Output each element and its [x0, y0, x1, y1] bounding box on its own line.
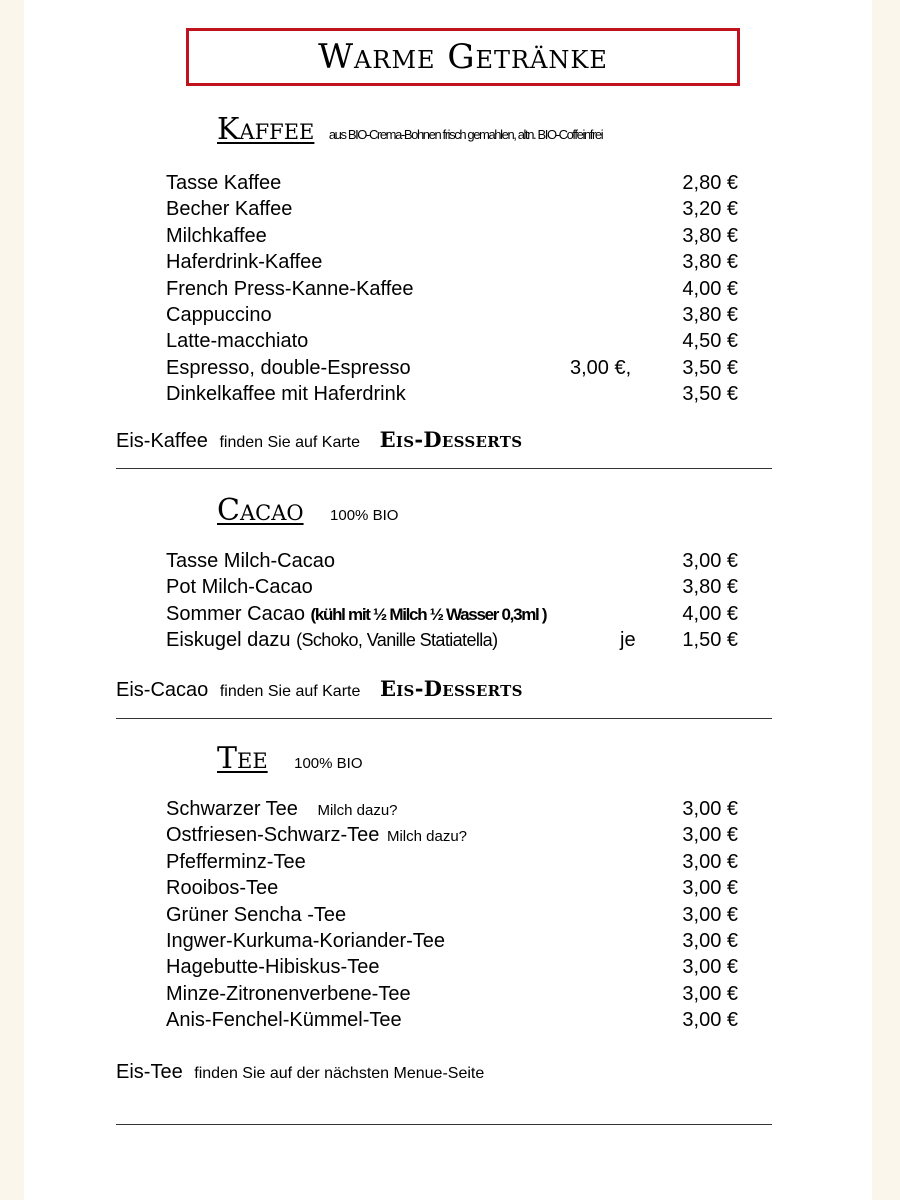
item-price: 2,80 € — [682, 172, 738, 194]
item-name: Ostfriesen-Schwarz-Tee — [166, 824, 380, 847]
menu-item — [166, 223, 738, 249]
item-name: Latte-macchiato — [166, 330, 309, 353]
section-note-kaffee: aus BIO-Crema-Bohnen frisch gemahlen, altn. BIO-Coffeinfrei — [328, 127, 603, 142]
item-price: 3,00 € — [682, 929, 738, 952]
menu-item — [166, 875, 738, 901]
item-price: 3,80 € — [682, 224, 738, 247]
item-name: Rooibos-Tee — [166, 877, 279, 900]
footer-kaffee — [116, 427, 522, 453]
menu-page — [24, 0, 872, 1200]
footer-link-eis-desserts: Eis-Desserts — [379, 676, 523, 701]
section-note-cacao: 100% BIO — [330, 507, 399, 524]
menu-list-kaffee — [166, 170, 738, 408]
item-price: 3,00 € — [682, 982, 738, 1005]
menu-list-tee — [166, 796, 738, 1034]
item-name: Sommer Cacao — [166, 602, 305, 625]
item-name-group — [166, 601, 546, 628]
item-name: Pot Milch-Cacao — [166, 576, 313, 599]
item-price: 3,00 € — [682, 850, 738, 873]
section-divider — [116, 1124, 772, 1125]
menu-item — [166, 170, 738, 196]
item-price: 3,00 € — [682, 798, 738, 820]
footer-note: finden Sie auf Karte — [219, 683, 361, 700]
item-name: French Press-Kanne-Kaffee — [166, 277, 414, 300]
item-name: Cappuccino — [166, 303, 272, 326]
item-price: 3,50 € — [682, 356, 738, 379]
item-name: Haferdrink-Kaffee — [166, 251, 323, 274]
item-price: 3,00 € — [682, 903, 738, 926]
footer-label: Eis-Cacao — [116, 679, 209, 701]
item-price: 3,80 € — [682, 576, 738, 599]
page-title: Warme Getränke — [318, 37, 608, 77]
item-name: Espresso, double-Espresso — [166, 356, 411, 379]
item-note: (Schoko, Vanille Statiatella) — [296, 630, 498, 651]
footer-note: finden Sie auf der nächsten Menue-Seite — [194, 1065, 485, 1082]
item-price: 3,20 € — [682, 198, 738, 221]
item-price: 4,00 € — [682, 277, 738, 300]
menu-item — [166, 954, 738, 980]
menu-item — [166, 627, 738, 653]
menu-item — [166, 574, 738, 600]
menu-item — [166, 196, 738, 222]
item-name: Tasse Milch-Cacao — [166, 550, 335, 572]
footer-note: finden Sie auf Karte — [219, 434, 361, 451]
item-name: Ingwer-Kurkuma-Koriander-Tee — [166, 929, 446, 952]
item-name: Dinkelkaffee mit Haferdrink — [166, 383, 406, 406]
item-note: Milch dazu? — [386, 828, 468, 846]
section-kaffee-header — [217, 112, 603, 147]
item-name: Anis-Fenchel-Kümmel-Tee — [166, 1009, 402, 1032]
item-name: Schwarzer Tee — [166, 798, 298, 820]
menu-item — [166, 276, 738, 302]
footer-label: Eis-Tee — [116, 1061, 183, 1083]
item-name: Becher Kaffee — [166, 198, 293, 221]
section-note-tee: 100% BIO — [294, 755, 363, 772]
item-name: Minze-Zitronenverbene-Tee — [166, 982, 411, 1005]
menu-item — [166, 548, 738, 574]
item-price: 3,00 € — [682, 550, 738, 572]
menu-item — [166, 328, 738, 354]
item-price: 3,80 € — [682, 251, 738, 274]
item-name: Tasse Kaffee — [166, 172, 282, 194]
menu-item — [166, 822, 738, 848]
item-name-group — [166, 822, 467, 850]
menu-item — [166, 981, 738, 1007]
menu-item — [166, 928, 738, 954]
menu-item — [166, 1007, 738, 1033]
item-price: 1,50 € — [682, 629, 738, 652]
page-title-box — [186, 28, 740, 86]
item-name-group — [166, 796, 398, 824]
footer-link-eis-desserts: Eis-Desserts — [379, 427, 523, 452]
item-name: Grüner Sencha -Tee — [166, 903, 347, 926]
menu-item — [166, 355, 738, 381]
item-price: 3,80 € — [682, 303, 738, 326]
item-name: Milchkaffee — [166, 224, 267, 247]
item-unit-label: je — [620, 629, 636, 652]
item-price: 4,00 € — [682, 602, 738, 625]
footer-label: Eis-Kaffee — [116, 430, 208, 452]
menu-item — [166, 381, 738, 407]
menu-item — [166, 849, 738, 875]
section-heading-kaffee: Kaffee — [217, 112, 315, 147]
item-price: 3,00 € — [682, 1009, 738, 1032]
item-note: Milch dazu? — [317, 802, 398, 819]
item-name: Hagebutte-Hibiskus-Tee — [166, 956, 380, 979]
section-divider — [116, 718, 772, 719]
section-cacao-header — [217, 493, 399, 528]
section-heading-cacao: Cacao — [217, 493, 304, 528]
menu-item — [166, 796, 738, 822]
item-price: 3,00 € — [682, 824, 738, 847]
footer-cacao — [116, 676, 523, 702]
section-tee-header — [217, 741, 363, 776]
item-price: 3,50 € — [682, 383, 738, 406]
section-divider — [116, 468, 772, 469]
menu-list-cacao — [166, 548, 738, 654]
item-note: (kühl mit ½ Milch ½ Wasser 0,3ml ) — [310, 604, 547, 624]
menu-item — [166, 302, 738, 328]
item-name: Eiskugel dazu — [166, 629, 291, 652]
item-price: 3,00 € — [682, 956, 738, 979]
item-price: 4,50 € — [682, 330, 738, 353]
section-heading-tee: Tee — [217, 741, 268, 776]
item-name: Pfefferminz-Tee — [166, 850, 306, 873]
footer-tee — [116, 1061, 484, 1084]
menu-item — [166, 902, 738, 928]
item-price: 3,00 € — [682, 877, 738, 900]
menu-item — [166, 249, 738, 275]
item-name-group — [166, 627, 497, 653]
item-alt-price: 3,00 €, — [570, 356, 632, 379]
menu-item — [166, 601, 738, 627]
